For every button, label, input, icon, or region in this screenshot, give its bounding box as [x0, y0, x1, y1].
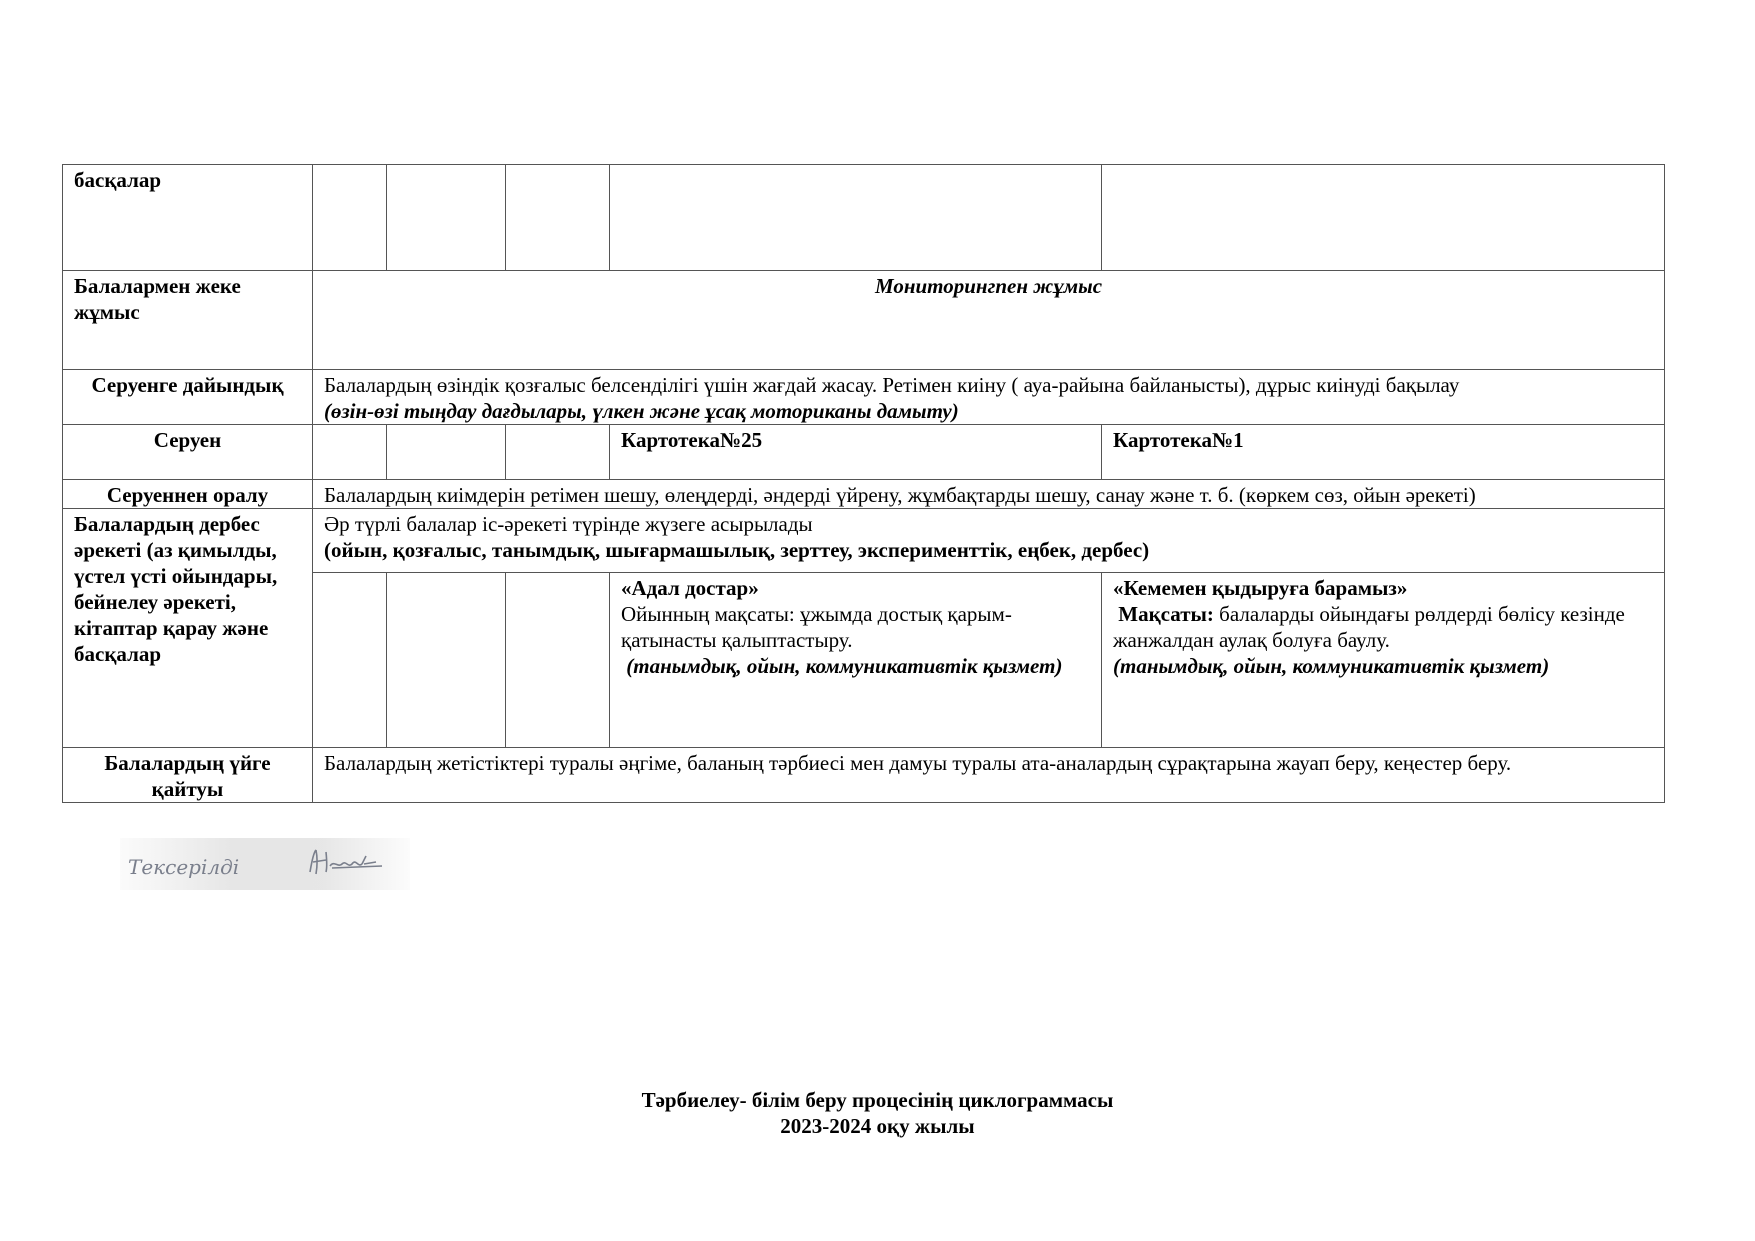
- row-label-others: басқалар: [63, 165, 313, 271]
- game-title: «Адал достар»: [621, 576, 759, 600]
- walk-preparation-text: Балалардың өзіндік қозғалыс белсенділігі үшін жағдай жасау. Ретімен киіну ( ауа-райына байланысты), дұрыс киінуді бақылау: [324, 373, 1460, 397]
- going-home-text: Балалардың жетістіктері туралы әңгіме, баланың тәрбиесі мен дамуы туралы ата-аналардың сұрақтарына жауап беру, кеңестер беру.: [313, 748, 1665, 803]
- table-row: [63, 509, 1665, 573]
- game-goal: Ойынның мақсаты: ұжымда достық қарым-қатынасты қалыптастыру.: [621, 602, 1012, 652]
- game-tags: (танымдық, ойын, коммуникативтік қызмет): [1113, 654, 1550, 678]
- row-label-walk-return: Серуеннен оралу: [63, 480, 313, 509]
- game-adal-dostar: [610, 573, 1102, 748]
- monitoring-work: Мониторингпен жұмыс: [313, 271, 1665, 370]
- table-row: [63, 425, 1665, 480]
- empty-cell: [506, 165, 610, 271]
- game-goal: [1113, 601, 1653, 653]
- signature-text: Тексерілді: [128, 855, 240, 879]
- game-tags: (танымдық, ойын, коммуникативтік қызмет): [621, 654, 1063, 678]
- game-kememen-kydyruga: [1102, 573, 1665, 748]
- table-row: [63, 271, 1665, 370]
- table-row: [63, 165, 1665, 271]
- walk-preparation-content: [313, 370, 1665, 425]
- independent-activity-intro: Әр түрлі балалар іс-әрекеті түрінде жүзеге асырылады: [324, 512, 813, 536]
- walk-return-text: Балалардың киімдерін ретімен шешу, өлеңдерді, әндерді үйрену, жұмбақтарды шешу, санау және т. б. (көркем сөз, ойын әрекеті): [313, 480, 1665, 509]
- handwritten-signature: [120, 838, 410, 890]
- independent-activity-content: [313, 509, 1665, 573]
- table-row: [63, 748, 1665, 803]
- game-title: «Кемемен қыдыруға барамыз»: [1113, 576, 1408, 600]
- row-label-walk: Серуен: [63, 425, 313, 480]
- cyclogram-table: [62, 164, 1665, 803]
- document-title: Тәрбиелеу- білім беру процесінің циклограммасы: [641, 1088, 1114, 1112]
- empty-cell: [506, 425, 610, 480]
- row-label-going-home: Балалардың үйге қайтуы: [63, 748, 313, 803]
- empty-cell: [387, 425, 506, 480]
- independent-activity-types: (ойын, қозғалыс, танымдық, шығармашылық, зерттеу, эксперименттік, еңбек, дербес): [324, 538, 1150, 562]
- empty-cell: [313, 573, 387, 748]
- table-row: [63, 480, 1665, 509]
- game-goal-label: Мақсаты:: [1118, 602, 1214, 626]
- walk-card-25: Картотека№25: [610, 425, 1102, 480]
- walk-card-1: Картотека№1: [1102, 425, 1665, 480]
- row-label-independent-activity: [63, 509, 313, 748]
- empty-cell: [387, 573, 506, 748]
- table-row: [63, 370, 1665, 425]
- empty-cell: [1102, 165, 1665, 271]
- signature-stamp: [120, 838, 410, 890]
- empty-cell: [313, 425, 387, 480]
- empty-cell: [313, 165, 387, 271]
- empty-cell: [387, 165, 506, 271]
- independent-activity-label: Балалардың дербес әрекеті (аз қимылды, үстел үсті ойындары, бейнелеу әрекеті, кітаптар қарау және басқалар: [74, 512, 278, 666]
- row-label-walk-preparation: Серуенге дайындық: [63, 370, 313, 425]
- walk-preparation-skills: (өзін-өзі тыңдау дағдылары, үлкен және ұсақ моториканы дамыту): [324, 399, 959, 423]
- academic-year: 2023-2024 оқу жылы: [780, 1114, 975, 1138]
- empty-cell: [610, 165, 1102, 271]
- signature-stroke: [310, 850, 382, 874]
- empty-cell: [506, 573, 610, 748]
- game-goal-text: балаларды ойындағы рөлдерді бөлісу кезінде жанжалдан аулақ болуға баулу.: [1113, 602, 1625, 652]
- row-label-individual-work: Балалармен жеке жұмыс: [63, 271, 313, 370]
